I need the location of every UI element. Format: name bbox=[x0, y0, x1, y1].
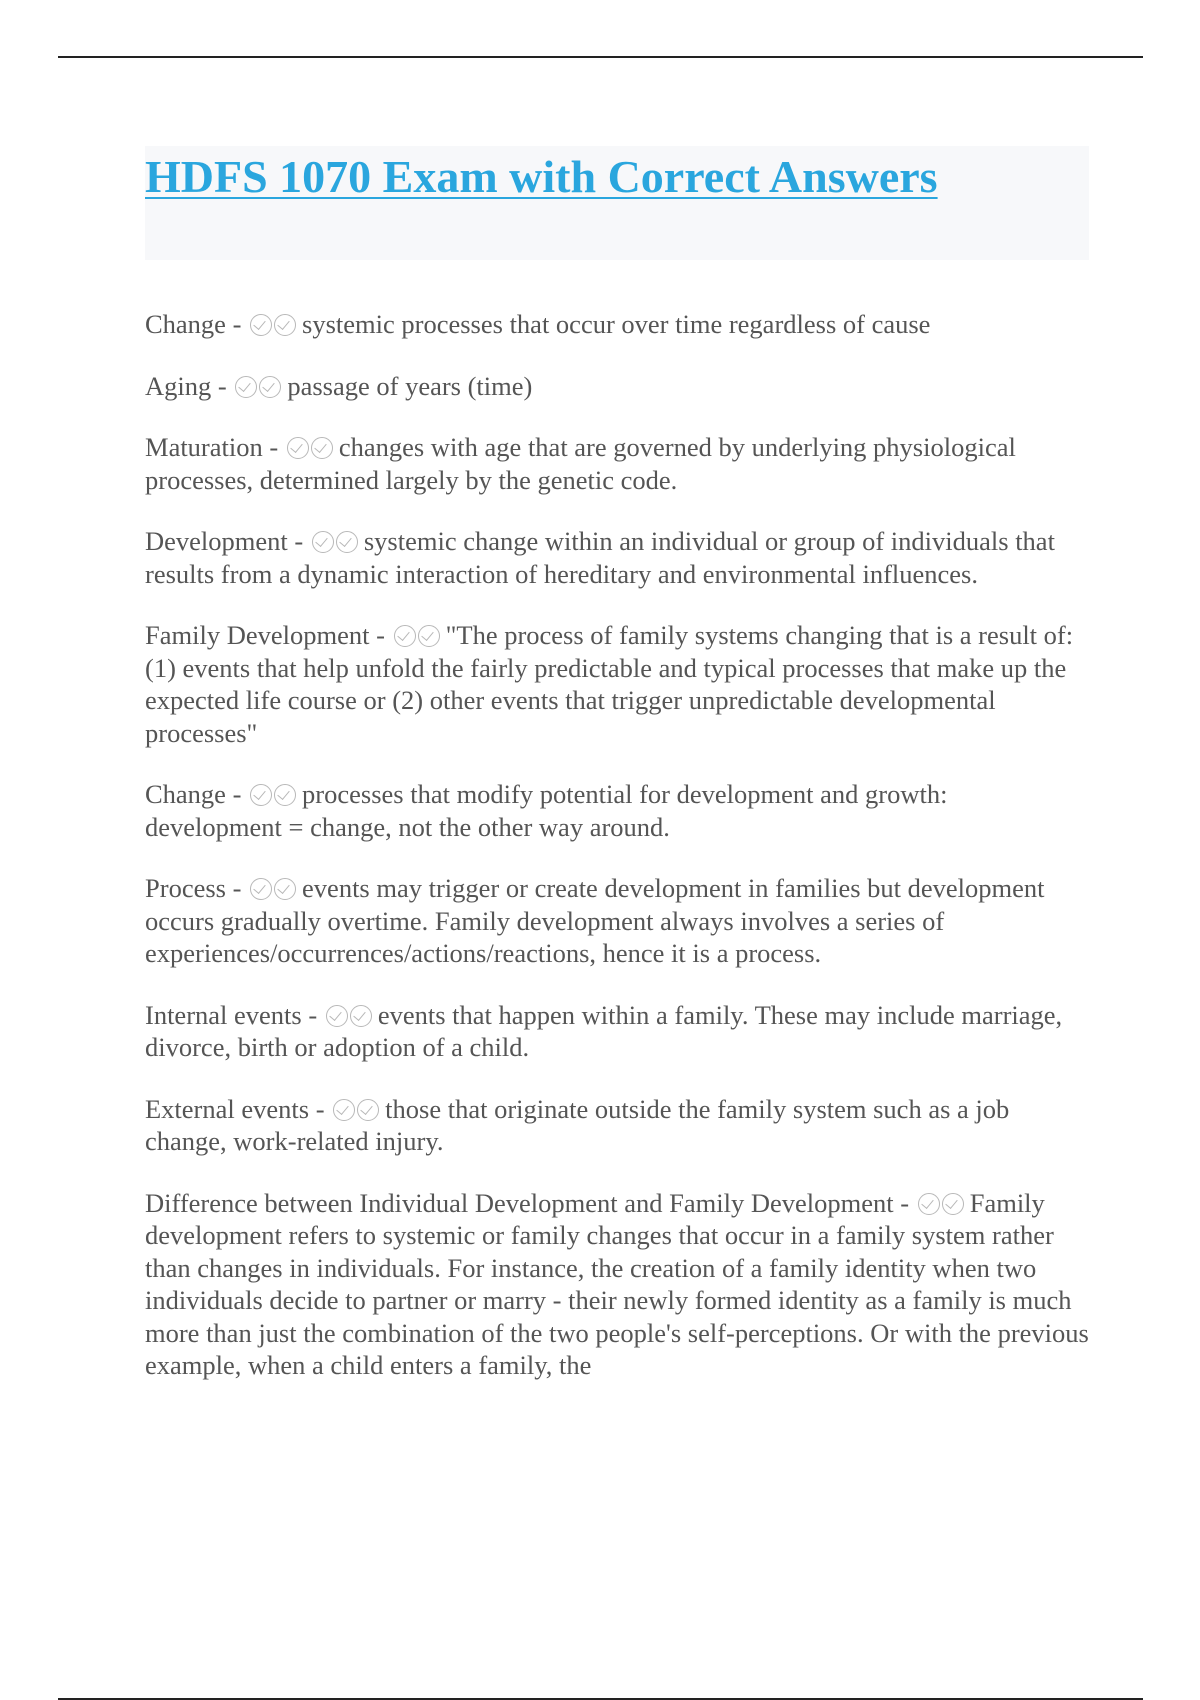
check-circle-icon bbox=[394, 625, 416, 647]
check-circle-icon bbox=[326, 1005, 348, 1027]
double-check-icon bbox=[250, 308, 298, 341]
definition-entry: Development - systemic change within an individual or group of individuals that results from a dynamic interaction of hereditary and environmental influences. bbox=[145, 526, 1055, 589]
check-circle-icon bbox=[418, 625, 440, 647]
term: Difference between Individual Development and Family Development bbox=[145, 1187, 894, 1218]
definition: changes with age that are governed by underlying physiological processes, determined largely by the genetic code. bbox=[145, 432, 1016, 495]
check-circle-icon bbox=[274, 878, 296, 900]
term: Maturation bbox=[145, 432, 263, 462]
definition: those that originate outside the family system such as a job change, work-related injury. bbox=[145, 1093, 1010, 1156]
check-circle-icon bbox=[918, 1193, 940, 1215]
double-check-icon bbox=[250, 778, 298, 811]
definition: systemic processes that occur over time regardless of cause bbox=[302, 309, 931, 339]
top-rule bbox=[58, 56, 1143, 58]
definition: "The process of family systems changing that is a result of: (1) events that help unfold the fairly predictable and typical processes that make up the expected life course or (2) other events that trigger unpredictable developmental processes" bbox=[145, 620, 1074, 748]
term: Change bbox=[145, 779, 226, 809]
check-circle-icon bbox=[274, 314, 296, 336]
check-circle-icon bbox=[312, 531, 334, 553]
definition-entry: Change - systemic processes that occur over time regardless of cause bbox=[145, 309, 931, 339]
term: Process bbox=[145, 873, 226, 903]
definition: systemic change within an individual or group of individuals that results from a dynamic interaction of hereditary and environmental influences. bbox=[145, 526, 1055, 589]
definition: passage of years (time) bbox=[287, 370, 533, 401]
double-check-icon bbox=[333, 1093, 381, 1126]
check-circle-icon bbox=[287, 437, 309, 459]
term: Family Development bbox=[145, 620, 370, 650]
definition: events may trigger or create development in families but development occurs gradually overtime. Family development always involves a series of experiences/occurrences/actions/reactions, hence it is a process. bbox=[145, 873, 1045, 968]
check-circle-icon bbox=[259, 376, 281, 398]
check-circle-icon bbox=[350, 1005, 372, 1027]
definitions-list bbox=[145, 308, 1090, 1411]
check-circle-icon bbox=[311, 437, 333, 459]
check-circle-icon bbox=[235, 376, 257, 398]
definition: events that happen within a family. These may include marriage, divorce, birth or adoption of a child. bbox=[145, 999, 1063, 1062]
title-banner bbox=[145, 146, 1089, 260]
check-circle-icon bbox=[250, 784, 272, 806]
term: Development bbox=[145, 526, 288, 556]
definition-entry: Process - events may trigger or create development in families but development occurs gradually overtime. Family development always involves a series of experiences/occurrences/actions/reactions, hence it is a process. bbox=[145, 873, 1045, 968]
double-check-icon bbox=[394, 619, 442, 652]
definition-entry: Maturation - changes with age that are governed by underlying physiological processes, determined largely by the genetic code. bbox=[145, 432, 1016, 495]
check-circle-icon bbox=[357, 1099, 379, 1121]
definition-entry: Difference between Individual Development and Family Development - Family development refers to systemic or family changes that occur in a family system rather than changes in individuals. For instance, the creation of a family identity when two individuals decide to partner or marry - their newly formed identity as a family is much more than just the combination of the two people's self-perceptions. Or with the previous example, when a child enters a family, the bbox=[145, 1187, 1089, 1380]
double-check-icon bbox=[250, 872, 298, 905]
check-circle-icon bbox=[250, 878, 272, 900]
definition: Family development refers to systemic or family changes that occur in a family system rather than changes in individuals. For instance, the creation of a family identity when two individuals decide to partner or marry - their newly formed identity as a family is much more than just the combination of the two people's self-perceptions. Or with the previous example, when a child enters a family, the bbox=[145, 1187, 1089, 1380]
term: Change bbox=[145, 309, 226, 339]
check-circle-icon bbox=[333, 1099, 355, 1121]
check-circle-icon bbox=[336, 531, 358, 553]
double-check-icon bbox=[235, 370, 283, 403]
document-title[interactable]: HDFS 1070 Exam with Correct Answers bbox=[145, 151, 938, 202]
double-check-icon bbox=[326, 999, 374, 1032]
check-circle-icon bbox=[250, 314, 272, 336]
definition-entry: External events - those that originate outside the family system such as a job change, work-related injury. bbox=[145, 1093, 1010, 1156]
definition: processes that modify potential for development and growth: development = change, not the other way around. bbox=[145, 779, 948, 842]
double-check-icon bbox=[918, 1187, 966, 1220]
check-circle-icon bbox=[942, 1193, 964, 1215]
double-check-icon bbox=[312, 525, 360, 558]
term: Aging bbox=[145, 370, 212, 401]
term: Internal events bbox=[145, 999, 302, 1030]
check-circle-icon bbox=[274, 784, 296, 806]
double-check-icon bbox=[287, 431, 335, 464]
term: External events bbox=[145, 1093, 310, 1124]
definition-entry: Change - processes that modify potential for development and growth: development = change, not the other way around. bbox=[145, 779, 948, 842]
definition-entry: Aging - passage of years (time) bbox=[145, 370, 533, 401]
definition-entry: Family Development - "The process of family systems changing that is a result of: (1) events that help unfold the fairly predictable and typical processes that make up the expected life course or (2) other events that trigger unpredictable developmental processes" bbox=[145, 620, 1074, 748]
definition-entry: Internal events - events that happen within a family. These may include marriage, divorce, birth or adoption of a child. bbox=[145, 999, 1063, 1062]
